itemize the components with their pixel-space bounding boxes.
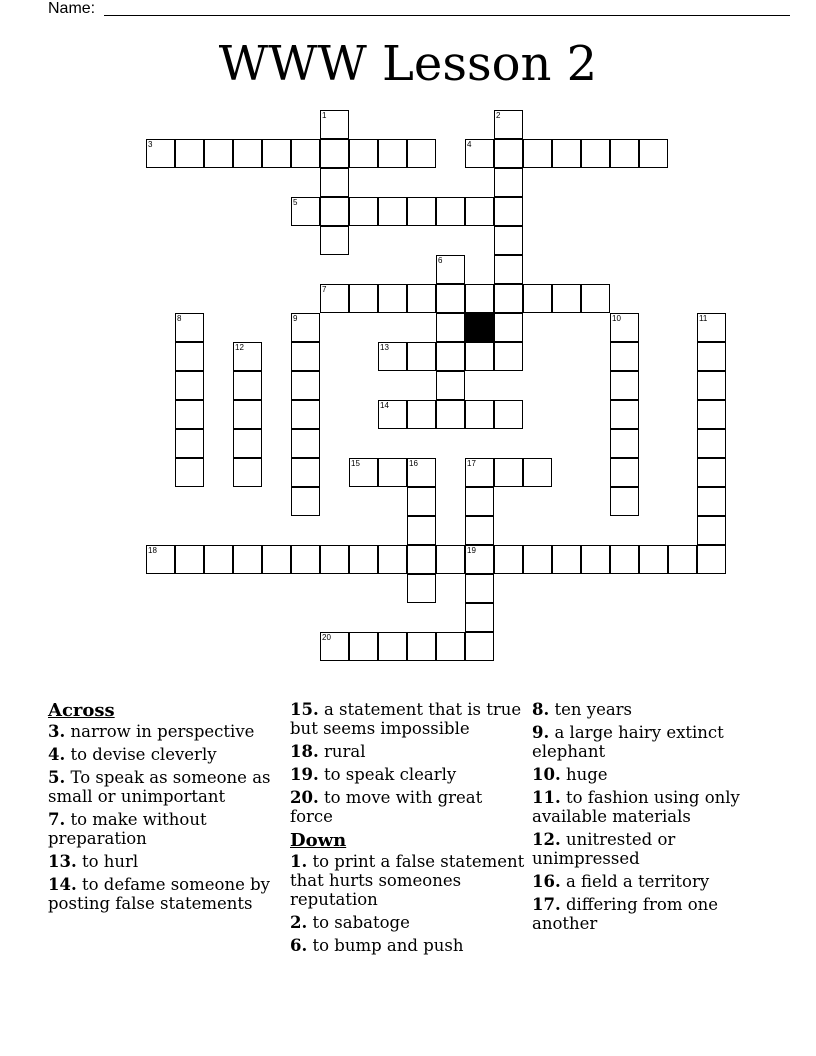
clue-number: 11. (532, 788, 561, 807)
grid-cell[interactable] (552, 284, 581, 313)
clue-number: 18. (290, 742, 319, 761)
grid-cell[interactable] (320, 545, 349, 574)
clue-text: To speak as someone as small or unimportant (48, 768, 271, 806)
grid-cell[interactable] (175, 371, 204, 400)
grid-cell[interactable] (349, 545, 378, 574)
grid-cell[interactable] (436, 255, 465, 284)
grid-cell[interactable] (378, 342, 407, 371)
grid-cell[interactable] (146, 545, 175, 574)
grid-cell[interactable] (494, 168, 523, 197)
grid-cell[interactable] (494, 284, 523, 313)
grid-cell[interactable] (407, 487, 436, 516)
grid-cell[interactable] (610, 371, 639, 400)
grid-cell[interactable] (349, 197, 378, 226)
clue-text: to hurl (76, 852, 139, 871)
clue-text: to sabatoge (307, 913, 410, 932)
grid-cell[interactable] (233, 545, 262, 574)
across-clue-list (48, 722, 288, 913)
grid-cell[interactable] (175, 313, 204, 342)
grid-cell[interactable] (204, 545, 233, 574)
grid-cell[interactable] (494, 342, 523, 371)
clue-text: to bump and push (307, 936, 464, 955)
clue-number: 17 (467, 459, 476, 468)
clue (48, 722, 288, 741)
grid-cell[interactable] (552, 139, 581, 168)
clue-text: to move with great force (290, 788, 483, 826)
clue (290, 913, 530, 932)
grid-cell[interactable] (407, 342, 436, 371)
grid-cell[interactable] (291, 342, 320, 371)
down-clue-list (290, 852, 530, 955)
clue (290, 852, 530, 909)
clue-number: 18 (148, 546, 157, 555)
grid-cell[interactable] (436, 313, 465, 342)
clue-number: 2 (496, 111, 501, 120)
grid-cell[interactable] (523, 458, 552, 487)
grid-cell[interactable] (349, 139, 378, 168)
grid-cell[interactable] (320, 139, 349, 168)
grid-cell[interactable] (407, 458, 436, 487)
grid-cell[interactable] (320, 110, 349, 139)
clue-number: 4. (48, 745, 66, 764)
clue (290, 788, 530, 826)
grid-cell[interactable] (465, 516, 494, 545)
grid-cell[interactable] (349, 458, 378, 487)
clue-number: 9 (293, 314, 298, 323)
clue-number: 15 (351, 459, 360, 468)
clue (290, 765, 530, 784)
grid-cell[interactable] (610, 487, 639, 516)
grid-cell[interactable] (233, 458, 262, 487)
grid-cell[interactable] (262, 545, 291, 574)
black-cell (465, 313, 494, 342)
grid-cell[interactable] (436, 371, 465, 400)
grid-cell[interactable] (378, 632, 407, 661)
page-title: WWW Lesson 2 (218, 36, 598, 92)
clue-number: 11 (699, 314, 708, 323)
clue-number: 19. (290, 765, 319, 784)
grid-cell[interactable] (320, 284, 349, 313)
clue-number: 17. (532, 895, 561, 914)
grid-cell[interactable] (697, 342, 726, 371)
grid-cell[interactable] (465, 284, 494, 313)
grid-cell[interactable] (494, 545, 523, 574)
clue-number: 2. (290, 913, 308, 932)
grid-cell[interactable] (378, 139, 407, 168)
grid-cell[interactable] (697, 516, 726, 545)
grid-cell[interactable] (291, 371, 320, 400)
grid-cell[interactable] (494, 139, 523, 168)
clue-text: differing from one another (532, 895, 719, 933)
grid-cell[interactable] (291, 197, 320, 226)
clue-number: 14. (48, 875, 77, 894)
clue-number: 1. (290, 852, 308, 871)
grid-cell[interactable] (320, 168, 349, 197)
clue-number: 19 (467, 546, 476, 555)
clue-number: 5. (48, 768, 66, 787)
clue-text: to devise cleverly (65, 745, 217, 764)
grid-cell[interactable] (697, 371, 726, 400)
grid-cell[interactable] (581, 284, 610, 313)
grid-cell[interactable] (436, 545, 465, 574)
across-clue-list-continued (290, 700, 530, 826)
grid-cell[interactable] (465, 458, 494, 487)
clue-text: rural (318, 742, 366, 761)
grid-cell[interactable] (523, 139, 552, 168)
clue (290, 700, 530, 738)
grid-cell[interactable] (668, 545, 697, 574)
grid-cell[interactable] (465, 400, 494, 429)
clue (48, 852, 288, 871)
grid-cell[interactable] (407, 516, 436, 545)
clue (532, 895, 772, 933)
clue-number: 13. (48, 852, 77, 871)
clue-text: to print a false statement that hurts someones reputation (290, 852, 525, 909)
grid-cell[interactable] (465, 574, 494, 603)
clue-number: 4 (467, 140, 472, 149)
grid-cell[interactable] (291, 400, 320, 429)
grid-cell[interactable] (523, 284, 552, 313)
clue-text: unitrested or unimpressed (532, 830, 676, 868)
grid-cell[interactable] (291, 487, 320, 516)
grid-cell[interactable] (436, 342, 465, 371)
clue-number: 3. (48, 722, 66, 741)
grid-cell[interactable] (204, 139, 233, 168)
clue-number: 8 (177, 314, 182, 323)
grid-cell[interactable] (610, 342, 639, 371)
clue-text: ten years (549, 700, 633, 719)
grid-cell[interactable] (465, 139, 494, 168)
clue-text: to fashion using only available materials (532, 788, 740, 826)
grid-cell[interactable] (233, 400, 262, 429)
grid-cell[interactable] (320, 197, 349, 226)
grid-cell[interactable] (494, 110, 523, 139)
grid-cell[interactable] (494, 226, 523, 255)
grid-cell[interactable] (378, 284, 407, 313)
grid-cell[interactable] (291, 313, 320, 342)
clue (532, 723, 772, 761)
clue (532, 765, 772, 784)
grid-cell[interactable] (175, 342, 204, 371)
clue (532, 788, 772, 826)
grid-cell[interactable] (233, 139, 262, 168)
clues-column-1 (48, 700, 288, 917)
clue-text: to speak clearly (318, 765, 457, 784)
clue-number: 6. (290, 936, 308, 955)
grid-cell[interactable] (291, 139, 320, 168)
grid-cell[interactable] (407, 632, 436, 661)
across-heading: Across (48, 700, 115, 721)
grid-cell[interactable] (407, 545, 436, 574)
grid-cell[interactable] (465, 342, 494, 371)
grid-cell[interactable] (378, 545, 407, 574)
grid-cell[interactable] (581, 545, 610, 574)
grid-cell[interactable] (378, 197, 407, 226)
grid-cell[interactable] (639, 139, 668, 168)
grid-cell[interactable] (233, 429, 262, 458)
grid-cell[interactable] (465, 632, 494, 661)
clue (532, 700, 772, 719)
down-clue-list-continued (532, 700, 772, 933)
grid-cell[interactable] (610, 429, 639, 458)
grid-cell[interactable] (233, 371, 262, 400)
grid-cell[interactable] (262, 139, 291, 168)
clue-number: 9. (532, 723, 550, 742)
grid-cell[interactable] (407, 284, 436, 313)
grid-cell[interactable] (378, 458, 407, 487)
grid-cell[interactable] (494, 255, 523, 284)
clue (48, 768, 288, 806)
grid-cell[interactable] (407, 197, 436, 226)
grid-cell[interactable] (407, 400, 436, 429)
clue (290, 742, 530, 761)
clue-text: to defame someone by posting false statements (48, 875, 270, 913)
clue (48, 745, 288, 764)
grid-cell[interactable] (436, 632, 465, 661)
clues-column-3 (532, 700, 772, 937)
grid-cell[interactable] (175, 458, 204, 487)
grid-cell[interactable] (378, 400, 407, 429)
clue-number: 7 (322, 285, 327, 294)
clue-number: 10. (532, 765, 561, 784)
clue-number: 15. (290, 700, 319, 719)
grid-cell[interactable] (610, 458, 639, 487)
clue (48, 810, 288, 848)
clue-number: 14 (380, 401, 389, 410)
clue-text: huge (560, 765, 608, 784)
clue-number: 8. (532, 700, 550, 719)
name-label: Name: (48, 0, 96, 17)
grid-cell[interactable] (146, 139, 175, 168)
down-heading: Down (290, 830, 347, 851)
grid-cell[interactable] (610, 400, 639, 429)
grid-cell[interactable] (349, 632, 378, 661)
grid-cell[interactable] (291, 458, 320, 487)
grid-cell[interactable] (465, 197, 494, 226)
grid-cell[interactable] (407, 574, 436, 603)
grid-cell[interactable] (436, 284, 465, 313)
grid-cell[interactable] (523, 545, 552, 574)
grid-cell[interactable] (465, 603, 494, 632)
clue-number: 16 (409, 459, 418, 468)
grid-cell[interactable] (175, 400, 204, 429)
grid-cell[interactable] (494, 400, 523, 429)
grid-cell[interactable] (697, 313, 726, 342)
clue-number: 16. (532, 872, 561, 891)
grid-cell[interactable] (465, 545, 494, 574)
grid-cell[interactable] (697, 429, 726, 458)
grid-cell[interactable] (639, 545, 668, 574)
clue-number: 13 (380, 343, 389, 352)
clues-column-2 (290, 700, 530, 959)
grid-cell[interactable] (407, 139, 436, 168)
grid-cell[interactable] (552, 545, 581, 574)
clue-number: 20. (290, 788, 319, 807)
grid-cell[interactable] (175, 139, 204, 168)
grid-cell[interactable] (494, 313, 523, 342)
grid-cell[interactable] (291, 429, 320, 458)
clue-text: a field a territory (560, 872, 710, 891)
grid-cell[interactable] (697, 400, 726, 429)
clue-text: to make without preparation (48, 810, 207, 848)
clue (290, 936, 530, 955)
grid-cell[interactable] (610, 313, 639, 342)
clue-number: 12 (235, 343, 244, 352)
grid-cell[interactable] (610, 139, 639, 168)
clue-text: a large hairy extinct elephant (532, 723, 724, 761)
grid-cell[interactable] (349, 284, 378, 313)
grid-cell[interactable] (175, 429, 204, 458)
clue-number: 10 (612, 314, 621, 323)
grid-cell[interactable] (697, 487, 726, 516)
clue-number: 6 (438, 256, 443, 265)
grid-cell[interactable] (320, 632, 349, 661)
grid-cell[interactable] (494, 197, 523, 226)
grid-cell[interactable] (175, 545, 204, 574)
grid-cell[interactable] (320, 226, 349, 255)
grid-cell[interactable] (233, 342, 262, 371)
clue-number: 3 (148, 140, 153, 149)
grid-cell[interactable] (436, 400, 465, 429)
grid-cell[interactable] (697, 545, 726, 574)
clue (532, 830, 772, 868)
clue-number: 5 (293, 198, 298, 207)
clue-text: narrow in perspective (65, 722, 255, 741)
grid-cell[interactable] (581, 139, 610, 168)
clue (532, 872, 772, 891)
clue-text: a statement that is true but seems impossible (290, 700, 522, 738)
clue-number: 1 (322, 111, 327, 120)
grid-cell[interactable] (697, 458, 726, 487)
grid-cell[interactable] (436, 197, 465, 226)
grid-cell[interactable] (291, 545, 320, 574)
grid-cell[interactable] (610, 545, 639, 574)
clue-number: 20 (322, 633, 331, 642)
clue-number: 7. (48, 810, 66, 829)
grid-cell[interactable] (465, 487, 494, 516)
clue-number: 12. (532, 830, 561, 849)
grid-cell[interactable] (494, 458, 523, 487)
clue (48, 875, 288, 913)
